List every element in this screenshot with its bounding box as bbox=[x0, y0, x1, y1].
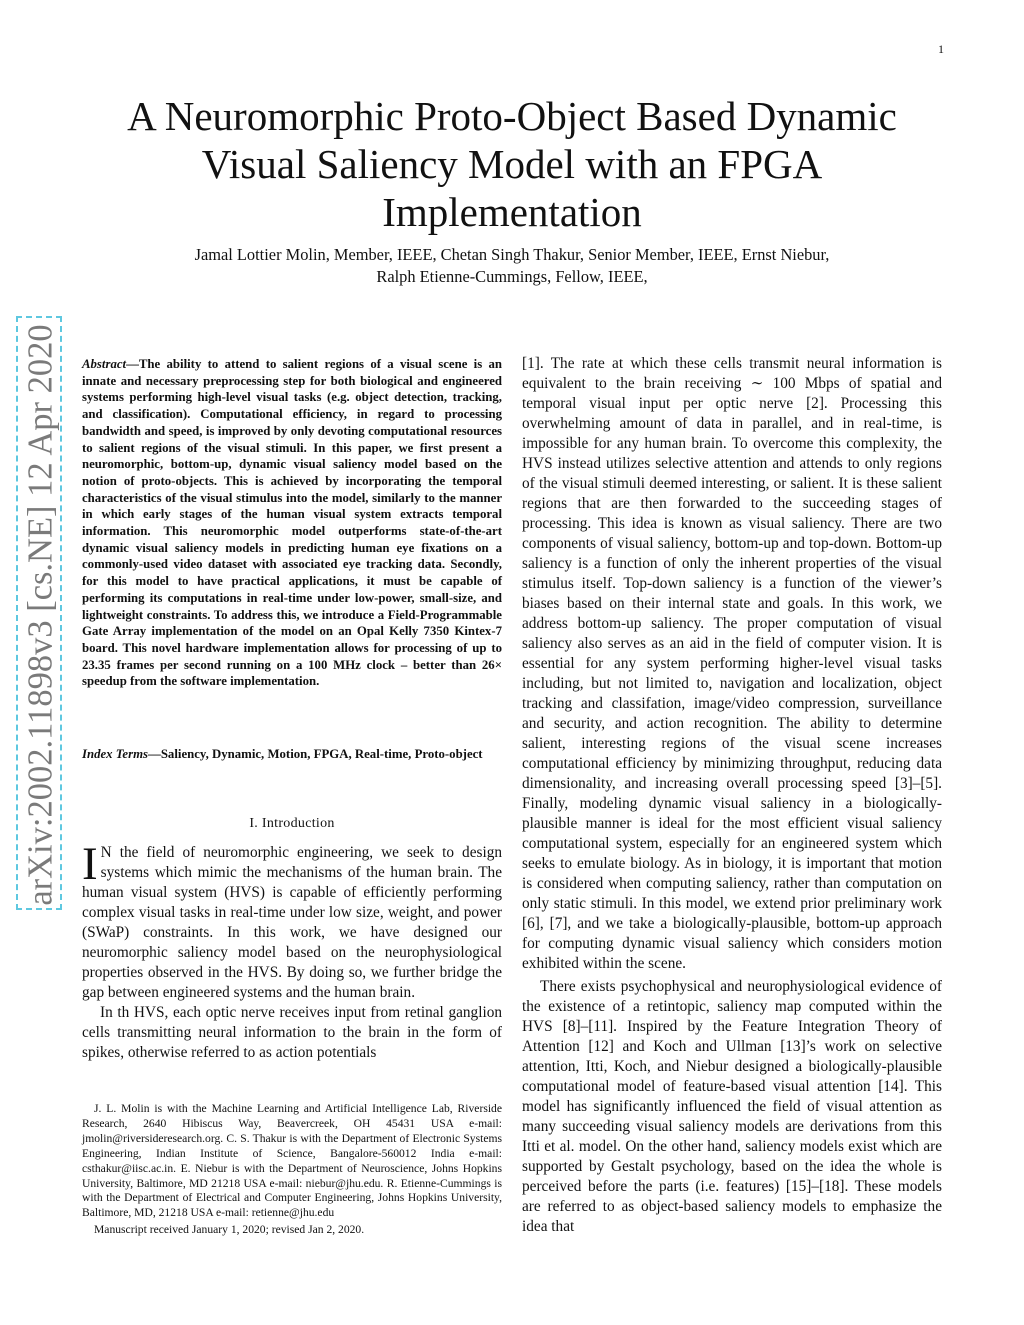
author-list bbox=[100, 244, 924, 288]
footnote-manuscript: Manuscript received January 1, 2020; revised Jan 2, 2020. bbox=[94, 1223, 365, 1237]
arxiv-id: arXiv:2002.11898v3 [cs.NE] 12 Apr 2020 bbox=[21, 324, 60, 906]
footnotes bbox=[82, 1102, 502, 1238]
index-terms bbox=[82, 746, 502, 763]
index-terms-label: Index Terms bbox=[82, 747, 149, 761]
page-number: 1 bbox=[938, 42, 944, 56]
intro-paragraph-2: In th HVS, each optic nerve receives input from retinal ganglion cells transmitting neural information to the brain in the form of spikes, otherwise referred to as action potentials bbox=[82, 1004, 502, 1061]
intro-paragraph-1-text: N the field of neuromorphic engineering, we seek to design systems which mimic the mechanisms of the human brain. The human visual system (HVS) is capable of efficiently performing complex visual tasks in real-time under low size, weight, and power (SWaP) constraints. In this work, we have designed our neuromorphic saliency model based on the neurophysiological properties observed in the HVS. By doing so, we further bridge the gap between engineered systems and the human brain. bbox=[82, 844, 502, 1001]
author-line-2: Ralph Etienne-Cummings, Fellow, IEEE, bbox=[376, 267, 648, 286]
arxiv-stamp bbox=[16, 316, 62, 910]
right-paragraph-2: There exists psychophysical and neurophysiological evidence of the existence of a retintopic, saliency map computed within the HVS [8]–[11]. Inspired by the Feature Integration Theory of Attention [12] and Koch and Ullman [13]’s work on selective attention, Itti, Koch, and Niebur designed a biologically-plausible computational model of feature-based visual attention [14]. This model has significantly influenced the field of visual attention as many succeeding visual saliency models are derivations from this Itti et al. model. On the other hand, saliency models exist which are supported by Gestalt psychology, based on the idea the whole is perceived before the parts (i.e. features) [15]–[18]. These models are referred to as object-based saliency models to emphasize the idea that bbox=[522, 978, 942, 1235]
section-heading: I. Introduction bbox=[249, 816, 335, 831]
introduction-right bbox=[522, 354, 942, 1237]
footnote-affiliations: J. L. Molin is with the Machine Learning and Artificial Intelligence Lab, Riverside Research, 2640 Hibiscus Way, Beavercreek, OH 45431 USA e-mail: jmolin@riversideresearch.org. C. S. Thakur is with the Department of Electronic Systems Engineering, Indian Institute of Science, Bangalore-560012 India e-mail: csthakur@iisc.ac.in. E. Niebur is with the Department of Neuroscience, Johns Hopkins University, Baltimore, MD 21218 USA e-mail: niebur@jhu.edu. R. Etienne-Cummings is with the Department of Electrical and Computer Engineering, Johns Hopkins University, Baltimore, MD, 21218 USA e-mail: retienne@jhu.edu bbox=[82, 1102, 502, 1220]
index-terms-text: —Saliency, Dynamic, Motion, FPGA, Real-time, Proto-object bbox=[148, 747, 483, 761]
drop-cap: I bbox=[82, 838, 98, 890]
author-line-1: Jamal Lottier Molin, Member, IEEE, Chetan Singh Thakur, Senior Member, IEEE, Ernst Niebur, bbox=[194, 245, 830, 264]
abstract-label: Abstract bbox=[82, 357, 127, 371]
abstract bbox=[82, 356, 502, 690]
abstract-text: —The ability to attend to salient regions of a visual scene is an innate and necessary preprocessing step for both biological and engineered systems performing high-level visual tasks (e.g. object detection, tracking, and classification). Computational efficiency, in regard to processing bandwidth and speed, is improved by only devoting computational resources to salient regions of the visual stimuli. In this paper, we first present a neuromorphic, bottom-up, dynamic visual saliency model based on the notion of proto-objects. This is achieved by incorporating the temporal characteristics of the visual stimulus into the model, similarly to the manner in which early stages of the human visual system extracts temporal information. This neuromorphic model outperforms state-of-the-art dynamic visual saliency models in predicting human eye fixations on a commonly-used video dataset with associated eye tracking data. Secondly, for this model to have practical applications, it must be capable of performing its computations in real-time under low-power, small-size, and lightweight constraints. To address this, we introduce a Field-Programmable Gate Array implementation of the model on an Opal Kelly 7350 Kintex-7 board. This novel hardware implementation allows for processing of up to 23.35 frames per second running on a 100 MHz clock – better than 26× speedup from the software implementation. bbox=[82, 357, 502, 689]
introduction-left bbox=[82, 838, 502, 1063]
intro-paragraph-1 bbox=[82, 838, 502, 1003]
paper-title: A Neuromorphic Proto-Object Based Dynamic Visual Saliency Model with an FPGA Implementation bbox=[127, 93, 897, 235]
right-paragraph-1: [1]. The rate at which these cells transmit neural information is equivalent to the brain receiving ∼ 100 Mbps of spatial and temporal visual input per optic nerve [2]. Processing this overwhelming amount of data in parallel, and in real-time, is impossible for any human brain. To overcome this complexity, the HVS instead utilizes selective attention and attends to only regions of the visual stimuli deemed interesting, or salient. It is these salient regions that are then forwarded to the succeeding stages of processing. This idea is known as visual saliency. There are two components of visual saliency, bottom-up and top-down. Bottom-up saliency is a function of only the inherent properties of the visual stimulus itself. Top-down saliency is a function of the viewer’s biases based on their internal state and goals. In this work, we address bottom-up saliency. The proper computation of visual saliency also serves as an aid in the field of computer vision. It is essential for any system performing higher-level visual tasks including, but not limited to, navigation and localization, object tracking and classifation, image/video compression, surveillance and security, and action recognition. The ability to determine salient, interesting regions of the visual scene increases computational efficiency by minimizing throughput, reducing data dimensionality, and increasing overall processing speed [3]–[5]. Finally, modeling dynamic visual saliency in a biologically-plausible manner is ideal for the most efficient visual saliency computational system, especially for an engineered system which seeks to emulate biology. As in biology, it is important that motion is considered when computing saliency, rather than computation on only static stimuli. In this model, we extend prior preliminary work [6], [7], and we take a biologically-plausible, bottom-up approach for computing dynamic visual saliency which considers motion exhibited within the scene. bbox=[522, 355, 942, 972]
